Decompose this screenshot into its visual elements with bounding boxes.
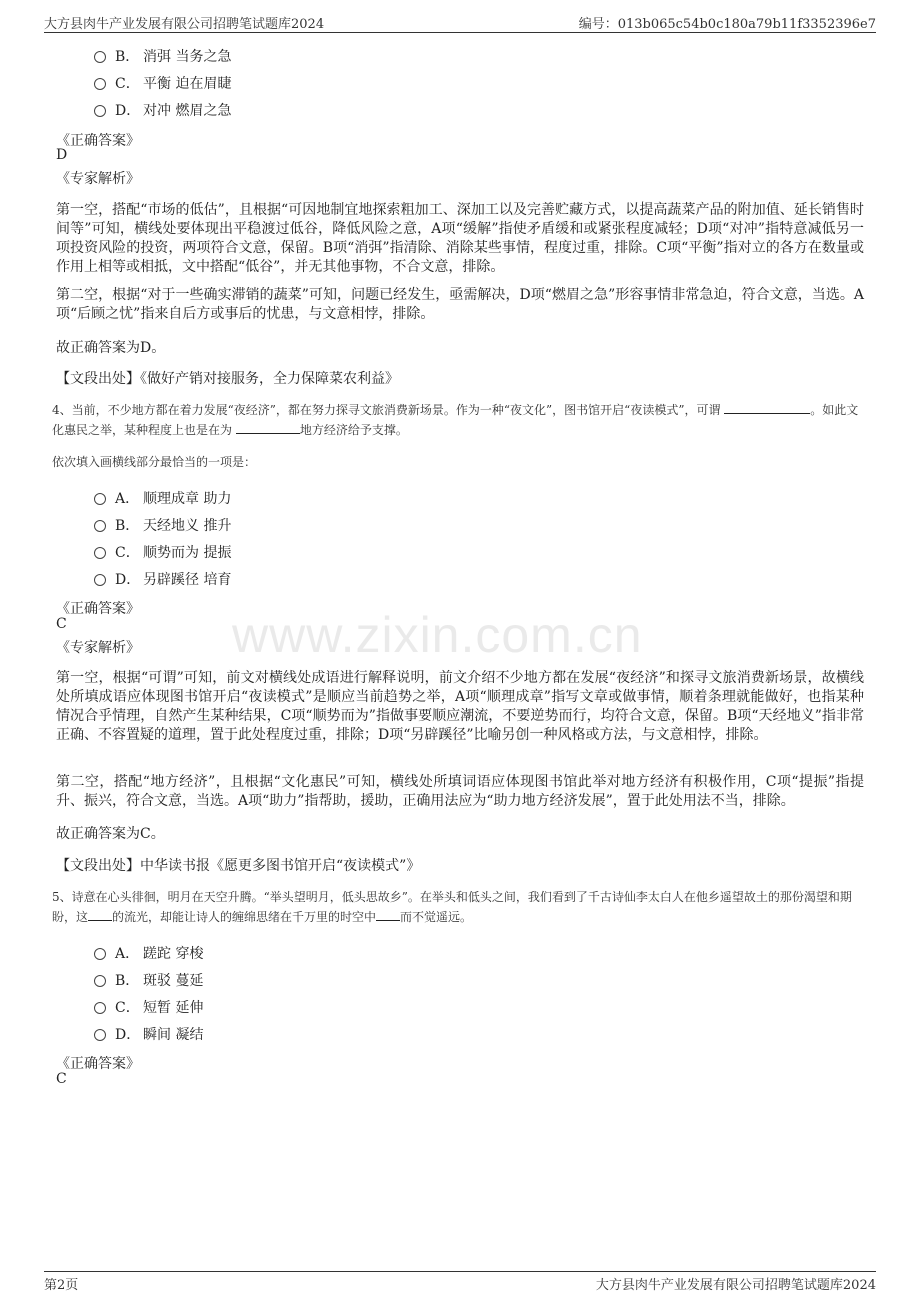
- q4-option-d[interactable]: [94, 569, 231, 589]
- page-header: [44, 10, 876, 33]
- q5-text-a: 5、诗意在心头徘徊，明月在天空升腾。“举头望明月，低头思故乡”。在举头和低头之间，我们看到了千古诗仙李太白人在他乡遥望故土的那份渴望和期盼，这: [52, 890, 852, 924]
- q5-blank-2: [376, 908, 400, 921]
- header-title: 大方县肉牛产业发展有限公司招聘笔试题库2024: [44, 17, 325, 32]
- q3-option-b[interactable]: [94, 46, 231, 66]
- q4-text-a: 4、当前，不少地方都在着力发展“夜经济”，都在努力探寻文旅消费新场景。作为一种“夜文化”，图书馆开启“夜读模式”，可谓: [52, 403, 721, 417]
- option-text: 瞬间 凝结: [143, 1027, 204, 1043]
- q4-text-b: 。如此文化惠民之举，某种程度上也是在为: [52, 403, 859, 437]
- q4-instruction: 依次填入画横线部分最恰当的一项是：: [52, 455, 257, 469]
- radio-icon[interactable]: [94, 520, 106, 532]
- option-letter: C．: [115, 1000, 140, 1016]
- q5-text-c: 而不觉遥远。: [400, 910, 473, 924]
- option-letter: A．: [115, 946, 140, 962]
- q4-blank-1: [724, 401, 810, 414]
- option-letter: D．: [115, 103, 141, 119]
- q5-question: [52, 887, 864, 927]
- q4-analysis-label: 《专家解析》: [56, 640, 140, 656]
- option-letter: B．: [115, 49, 140, 65]
- option-text: 斑驳 蔓延: [143, 973, 204, 989]
- q3-option-c[interactable]: [94, 73, 231, 93]
- q4-analysis-p2: 第二空，搭配“地方经济”，且根据“文化惠民”可知，横线处所填词语应体现图书馆此举对地方经济有积极作用，C项“提振”指提升、振兴，符合文意，当选。A项“助力”指帮助，援助，正确用法应为“助力地方经济发展”，置于此处用法不当，排除。: [56, 774, 864, 809]
- radio-icon[interactable]: [94, 948, 106, 960]
- option-text: 天经地义 推升: [143, 518, 232, 534]
- q3-answer: D: [56, 147, 68, 163]
- q3-analysis-label: 《专家解析》: [56, 171, 140, 187]
- option-letter: B．: [115, 973, 140, 989]
- q3-answer-label: 《正确答案》: [56, 133, 140, 149]
- option-text: 短暂 延伸: [143, 1000, 204, 1016]
- option-text: 另辟蹊径 培育: [143, 572, 232, 588]
- q4-option-a[interactable]: [94, 488, 231, 508]
- q3-analysis-p2: 第二空，根据“对于一些确实滞销的蔬菜”可知，问题已经发生，亟需解决，D项“燃眉之急”形容事情非常急迫，符合文意，当选。A项“后顾之忧”指来自后方或事后的忧患，与文意相悖，排除。: [56, 287, 864, 322]
- q5-blank-1: [88, 908, 112, 921]
- q5-option-a[interactable]: [94, 943, 203, 963]
- q3-analysis-p1: 第一空，搭配“市场的低估”，且根据“可因地制宜地探索粗加工、深加工以及完善贮藏方式，以提高蔬菜产品的附加值、延长销售时间等”可知，横线处要体现出平稳渡过低谷，降低风险之意，A项“缓解”指使矛盾缓和或紧张程度减轻；D项“对冲”指特意减低另一项投资风险的投资，两项符合文意，保留。B项“消弭”指清除、消除某些事情，程度过重，排除。C项“平衡”指对立的各方在数量或作用上相等或相抵，文中搭配“低谷”，并无其他事物，不合文意，排除。: [56, 202, 864, 275]
- radio-icon[interactable]: [94, 574, 106, 586]
- page-number: 第2页: [44, 1278, 79, 1293]
- header-code: 编号：013b065c54b0c180a79b11f3352396e7: [578, 17, 876, 32]
- q4-answer: C: [56, 616, 67, 632]
- q4-option-c[interactable]: [94, 542, 231, 562]
- option-letter: C．: [115, 76, 140, 92]
- q4-blank-2: [236, 421, 300, 434]
- radio-icon[interactable]: [94, 1029, 106, 1041]
- option-letter: C．: [115, 545, 140, 561]
- option-letter: D．: [115, 1027, 141, 1043]
- q5-option-d[interactable]: [94, 1024, 203, 1044]
- q4-analysis-p1: 第一空，根据“可谓”可知，前文对横线处成语进行解释说明，前文介绍不少地方都在发展“夜经济”和探寻文旅消费新场景，故横线处所填成语应体现图书馆开启“夜读模式”是顺应当前趋势之举，A项“顺理成章”指写文章或做事情，顺着条理就能做好，也指某种情况合乎情理，自然产生某种结果，C项“顺势而为”指做事要顺应潮流，不要逆势而行，均符合文意，保留。B项“天经地义”指非常正确、不容置疑的道理，置于此处程度过重，排除；D项“另辟蹊径”比喻另创一种风格或方法，与文意相悖，排除。: [56, 670, 864, 743]
- q3-conclusion: 故正确答案为D。: [56, 340, 166, 356]
- footer-title: 大方县肉牛产业发展有限公司招聘笔试题库2024: [595, 1278, 876, 1293]
- radio-icon[interactable]: [94, 105, 106, 117]
- radio-icon[interactable]: [94, 493, 106, 505]
- q3-option-d[interactable]: [94, 100, 231, 120]
- q4-question: [52, 400, 864, 440]
- option-text: 对冲 燃眉之急: [143, 103, 232, 119]
- q5-option-b[interactable]: [94, 970, 203, 990]
- page-footer: [44, 1271, 876, 1294]
- option-text: 消弭 当务之急: [143, 49, 232, 65]
- q5-option-c[interactable]: [94, 997, 203, 1017]
- q4-conclusion: 故正确答案为C。: [56, 826, 165, 842]
- option-text: 蹉跎 穿梭: [143, 946, 204, 962]
- option-text: 顺势而为 提振: [143, 545, 232, 561]
- radio-icon[interactable]: [94, 78, 106, 90]
- option-letter: B．: [115, 518, 140, 534]
- radio-icon[interactable]: [94, 547, 106, 559]
- option-letter: A．: [115, 491, 140, 507]
- q5-text-b: 的流光，却能让诗人的缠绵思绪在千万里的时空中: [112, 910, 377, 924]
- q4-option-b[interactable]: [94, 515, 231, 535]
- radio-icon[interactable]: [94, 51, 106, 63]
- q3-source: 【文段出处】《做好产销对接服务，全力保障菜农利益》: [56, 371, 399, 387]
- q4-text-c: 地方经济给予支撑。: [299, 423, 408, 437]
- option-letter: D．: [115, 572, 141, 588]
- q5-answer-label: 《正确答案》: [56, 1056, 140, 1072]
- option-text: 顺理成章 助力: [143, 491, 232, 507]
- q4-answer-label: 《正确答案》: [56, 601, 140, 617]
- option-text: 平衡 迫在眉睫: [143, 76, 232, 92]
- q4-source: 【文段出处】中华读书报《愿更多图书馆开启“夜读模式”》: [56, 858, 421, 874]
- watermark: www.zixin.com.cn: [232, 607, 643, 663]
- radio-icon[interactable]: [94, 1002, 106, 1014]
- q5-answer: C: [56, 1071, 67, 1087]
- radio-icon[interactable]: [94, 975, 106, 987]
